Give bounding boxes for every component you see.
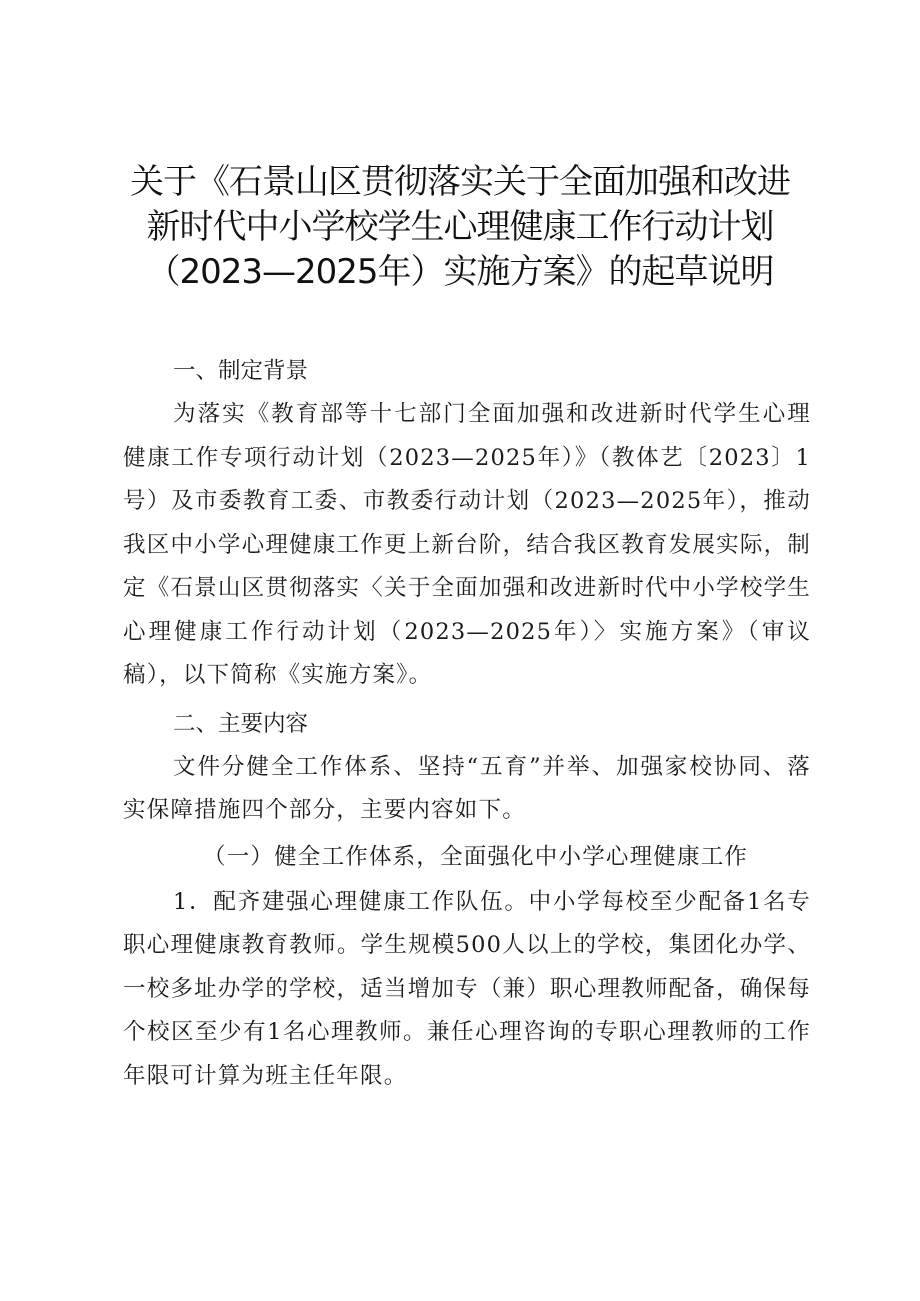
section-heading-content: 二、主要内容 [173, 710, 309, 737]
title-line-1: 关于《石景山区贯彻落实关于全面加强和改进 [130, 162, 790, 202]
document-title [100, 160, 820, 295]
document-body [123, 351, 811, 1098]
section-heading-background: 一、制定背景 [173, 358, 309, 384]
title-line-3: （2023—2025年）实施方案》的起草说明 [146, 252, 774, 292]
subheading-1: （一）健全工作体系，全面强化中小学心理健康工作 [203, 843, 749, 870]
title-line-2: 新时代中小学校学生心理健康工作行动计划 [146, 207, 774, 247]
background-paragraph: 为落实《教育部等十七部门全面加强和改进新时代学生心理健康工作专项行动计划（2023—2025年）》（教体艺〔2023〕1号）及市委教育工委、市教委行动计划（2023—2025年），推动我区中小学心理健康工作更上新台阶，结合我区教育发展实际，制定《石景山区贯彻落实〈关于全面加强和改进新时代中小学校学生心理健康工作行动计划（2023—2025年）〉实施方案》（审议稿），以下简称《实施方案》。 [123, 401, 811, 688]
item-1-paragraph: 1．配齐建强心理健康工作队伍。中小学每校至少配备1名专职心理健康教育教师。学生规模500人以上的学校，集团化办学、一校多址办学的学校，适当增加专（兼）职心理教师配备，确保每个校区至少有1名心理教师。兼任心理咨询的专职心理教师的工作年限可计算为班主任年限。 [123, 888, 811, 1089]
content-paragraph: 文件分健全工作体系、坚持“五育”并举、加强家校协同、落实保障措施四个部分，主要内容如下。 [123, 753, 811, 823]
